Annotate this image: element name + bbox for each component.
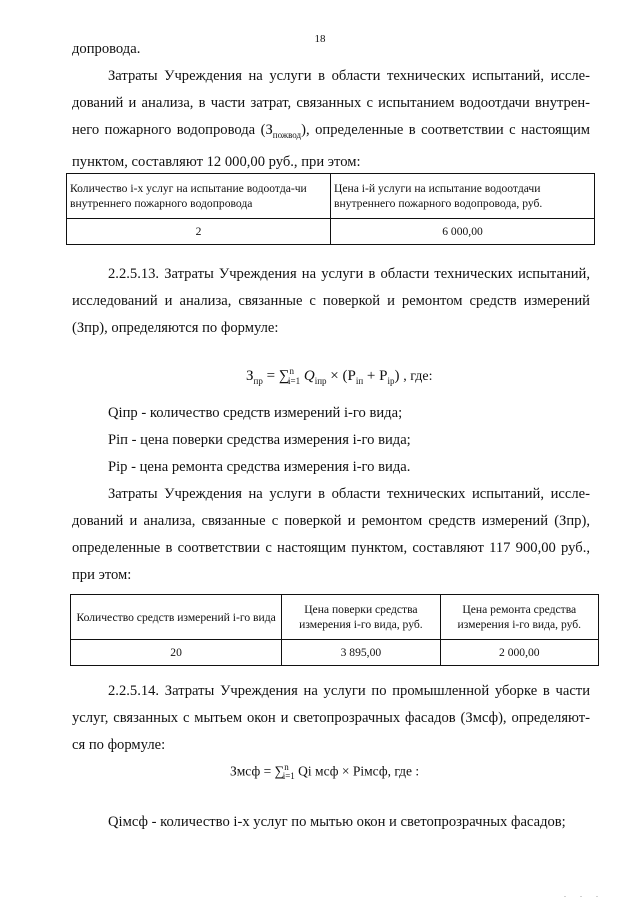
text-line: Затраты Учреждения на услуги в области технических испытаний, иссле- [108,486,590,502]
formula-symbol: Змсф [230,763,261,779]
paragraph-costs-water-test [72,63,590,176]
table-cell: 3 895,00 [282,640,440,666]
formula-verification-costs: $З_{пр} = \sum^n_{i=1}$ $Q_{iпр} \times (P_{iп} + P_{ip})$ , где: [246,366,433,386]
definition-item: Piп - цена поверки средства измерения i-го вида; [108,432,411,448]
table-header-row [71,595,599,640]
paragraph-2-2-5-14 [72,678,590,759]
table-header-cell: Количество i-х услуг на испытание водоотда-чи внутреннего пожарного водопровода [67,174,331,219]
formula-text: Qi мсф × Piмсф, где : [298,763,420,779]
table-header-cell: Цена поверки средства измерения i-го вида, руб. [282,595,440,640]
footer-marks: . . . [564,890,604,899]
definition-item: Qiмсф - количество i-х услуг по мытью окон и светопрозрачных фасадов; [108,814,566,830]
text-line [72,117,590,149]
formula-operator: = [263,763,272,779]
text-line: ся по формуле: [72,737,166,753]
formula-symbol: Q [303,368,315,384]
verification-table [70,594,599,666]
text-line: пунктом, составляют 12 000,00 руб., при этом: [72,153,361,170]
paragraph-costs-verification [72,481,590,589]
formula-window-washing [230,762,419,781]
subscript: i=1 [282,771,295,782]
subscript: iпр [314,376,327,386]
table-cell: 6 000,00 [331,219,595,245]
table-cell: 20 [71,640,282,666]
formula-operator: = [266,368,276,384]
text-line: 2.2.5.13. Затраты Учреждения на услуги в области технических испытаний, [108,266,590,282]
formula-operator: × [330,368,339,384]
table-row [67,219,595,245]
table-header-cell: Количество средств измерений i-го вида [71,595,282,640]
text-line: дований и анализа, в части затрат, связанных с испытанием водоотдачи внутрен- [72,95,590,111]
superscript: n [289,366,295,376]
subscript: i=1 [288,376,301,386]
table-header-row [67,174,595,219]
text-line: дований и анализа, связанные с поверкой и ремонтом средств измерений (Зпр), [72,513,590,529]
definition-item: Qiпр - количество средств измерений i-го вида; [108,405,403,421]
text-line: определенные в соответствии с настоящим пунктом, составляют 117 900,00 руб., [72,540,590,556]
definitions-list [72,400,590,481]
subscript: пр [253,376,263,386]
water-test-table [66,173,595,245]
definition-item: Pip - цена ремонта средства измерения i-го вида. [108,459,411,475]
table-cell: 2 000,00 [440,640,598,666]
intro-fragment: допровода. [72,41,141,57]
text-line: (Зпр), определяются по формуле: [72,320,279,336]
formula-symbol: P [347,368,356,384]
text-line: Затраты Учреждения на услуги в области технических испытаний, иссле- [108,68,590,84]
formula-symbol: P [379,368,388,384]
superscript: n [284,762,289,772]
text-line: 2.2.5.14. Затраты Учреждения на услуги по промышленной уборке в части [108,683,590,699]
table-header-cell: Цена ремонта средства измерения i-го вида, руб. [440,595,598,640]
formula-symbol: З [246,368,254,384]
table-cell: 2 [67,219,331,245]
formula-text: , где: [403,369,433,384]
page-number: 18 [314,33,326,45]
text-line: при этом: [72,567,132,583]
table-row [71,640,599,666]
text-fragment: ), определенные в соответствии с настоящим [301,122,591,138]
subscript: пожвод [272,129,302,140]
subscript: ip [387,376,395,386]
formula-operator: + [366,368,376,384]
last-definition [72,809,590,836]
text-line: услуг, связанных с мытьем окон и светопрозрачных фасадов (Змсф), определяют- [72,710,590,726]
paragraph-2-2-5-13 [72,261,590,342]
sum-symbol: ∑ [274,763,285,779]
subscript: iп [355,376,364,386]
text-fragment: него пожарного водопровода (З [72,122,273,138]
sum-symbol: ∑ [278,368,290,384]
text-line: исследований и анализа, связанные с поверкой и ремонтом средств измерений [72,293,590,309]
table-header-cell: Цена i-й услуги на испытание водоотдачи внутреннего пожарного водопровода, руб. [331,174,595,219]
